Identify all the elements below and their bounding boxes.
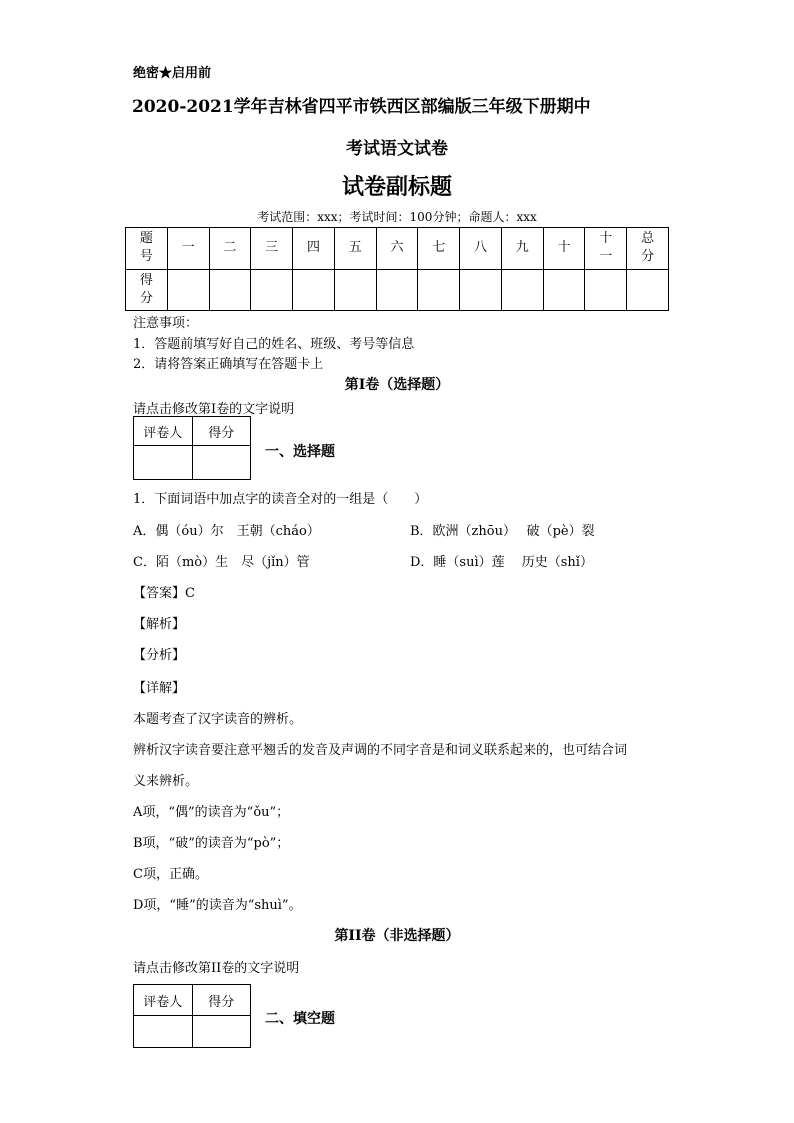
part2-grader-table (133, 984, 251, 1048)
question1-option-a: A．偶（óu）尔 王朝（cháo） (133, 524, 320, 539)
score-cell (543, 269, 585, 311)
score-cell: 总分 (627, 228, 669, 270)
notes-item: 2．请将答案正确填写在答题卡上 (133, 357, 324, 372)
grader-label: 评卷人 (134, 985, 193, 1016)
fenxi-label: 【分析】 (133, 648, 186, 663)
part1-title: 第I卷（选择题） (344, 377, 450, 393)
explain-line-d: D项，“睡”的读音为“shuì”。 (133, 898, 302, 913)
score-cell: 六 (376, 228, 418, 270)
question1-stem: 1．下面词语中加点字的读音全对的一组是（ ） (133, 492, 428, 507)
score-cell (192, 1016, 251, 1048)
question1-option-b: B．欧洲（zhōu） 破（pè）裂 (410, 524, 595, 539)
answer-label: 【答案】C (133, 586, 195, 601)
score-cell (167, 269, 209, 311)
explain-line: 辨析汉字读音要注意平翘舌的发音及声调的不同字音是和词义联系起来的，也可结合词 (133, 743, 628, 758)
score-cell: 得分 (126, 269, 168, 311)
part2-title: 第II卷（非选择题） (334, 928, 460, 944)
score-cell (192, 446, 251, 480)
part1-grader-table (133, 416, 251, 480)
score-cell (585, 269, 627, 311)
exam-subtitle: 试卷副标题 (341, 174, 452, 200)
score-cell: 十一 (585, 228, 627, 270)
score-cell: 三 (251, 228, 293, 270)
score-cell: 九 (501, 228, 543, 270)
question1-option-d: D．睡（suì）莲 历史（shǐ） (410, 555, 593, 570)
score-cell (501, 269, 543, 311)
explain-line: 本题考查了汉字读音的辨析。 (133, 712, 303, 727)
score-cell (334, 269, 376, 311)
analysis-label: 【解析】 (133, 617, 186, 632)
part2-desc: 请点击修改第II卷的文字说明 (133, 961, 300, 976)
score-table (125, 227, 669, 311)
explain-line-c: C项，正确。 (133, 867, 208, 882)
score-cell: 十 (543, 228, 585, 270)
score-cell (209, 269, 251, 311)
grader-cell (134, 1016, 193, 1048)
score-label: 得分 (192, 417, 251, 446)
score-cell: 八 (460, 228, 502, 270)
score-cell: 二 (209, 228, 251, 270)
score-cell (627, 269, 669, 311)
score-cell: 四 (293, 228, 335, 270)
notes-heading: 注意事项： (133, 316, 199, 331)
score-cell (293, 269, 335, 311)
notes-item: 1．答题前填写好自己的姓名、班级、考号等信息 (133, 336, 415, 352)
grader-cell (134, 446, 193, 480)
score-cell: 七 (418, 228, 460, 270)
score-table-score-row (126, 269, 669, 311)
exam-meta: 考试范围：xxx；考试时间：100分钟；命题人：xxx (257, 210, 537, 224)
explain-line: 义来辨析。 (133, 774, 199, 789)
explain-line-b: B项，“破”的读音为“pò”； (133, 836, 290, 851)
secret-label: 绝密★启用前 (133, 66, 212, 81)
explain-line-a: A项，“偶”的读音为“ǒu”； (133, 805, 290, 820)
notes-block (133, 314, 414, 376)
score-label: 得分 (192, 985, 251, 1016)
exam-title-line2: 考试语文试卷 (346, 139, 448, 159)
score-cell: 题号 (126, 228, 168, 270)
exam-title-line1: 2020-2021学年吉林省四平市铁西区部编版三年级下册期中 (132, 97, 591, 117)
score-cell (251, 269, 293, 311)
grader-label: 评卷人 (134, 417, 193, 446)
score-cell (418, 269, 460, 311)
score-cell: 一 (167, 228, 209, 270)
detail-label: 【详解】 (133, 681, 186, 696)
score-table-header-row (126, 228, 669, 270)
section2-title: 二、填空题 (265, 1011, 335, 1027)
question1-option-c: C．陌（mò）生 尽（jǐn）管 (133, 555, 310, 570)
score-cell: 五 (334, 228, 376, 270)
section1-title: 一、选择题 (265, 444, 335, 460)
score-cell (376, 269, 418, 311)
score-cell (460, 269, 502, 311)
part1-desc: 请点击修改第I卷的文字说明 (133, 402, 295, 417)
